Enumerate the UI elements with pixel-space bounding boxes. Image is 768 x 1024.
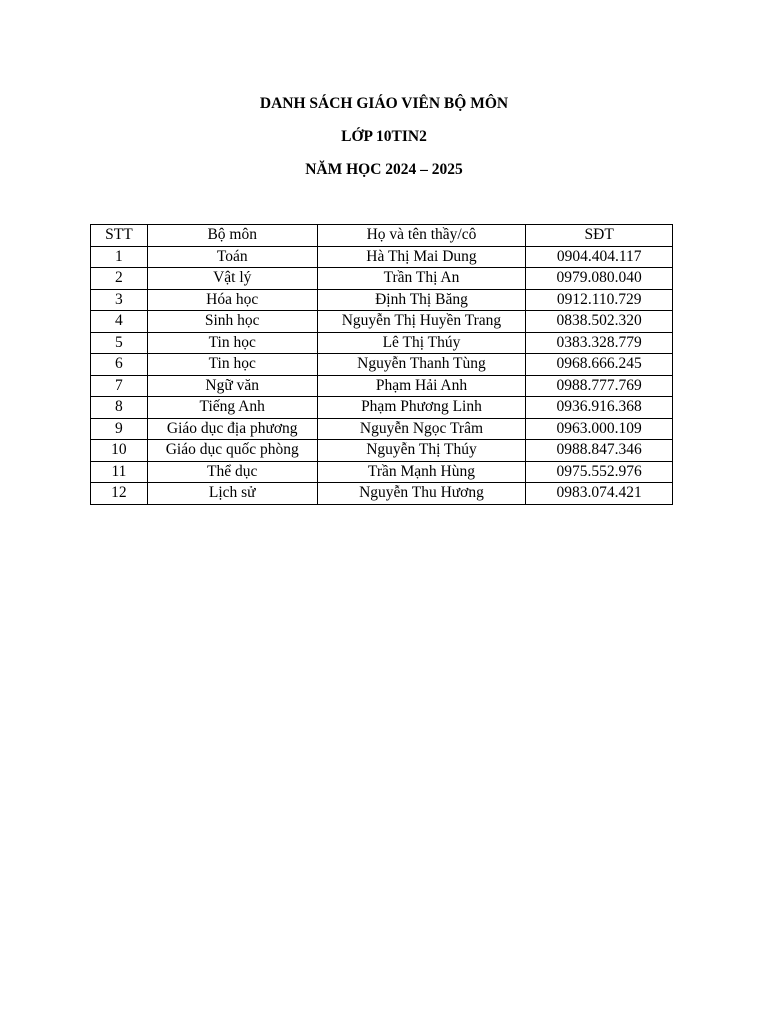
- subject-cell: Vật lý: [147, 268, 317, 290]
- table-body: [91, 246, 673, 504]
- subject-cell: Ngữ văn: [147, 375, 317, 397]
- phone-cell: 0383.328.779: [526, 332, 673, 354]
- column-header-subject: Bộ môn: [147, 225, 317, 247]
- table-row: [91, 483, 673, 505]
- table-row: [91, 332, 673, 354]
- phone-cell: 0963.000.109: [526, 418, 673, 440]
- row-index-cell: 4: [91, 311, 148, 333]
- subject-cell: Hóa học: [147, 289, 317, 311]
- table-row: [91, 354, 673, 376]
- column-header-teacher-name: Họ và tên thầy/cô: [317, 225, 526, 247]
- row-index-cell: 3: [91, 289, 148, 311]
- subject-cell: Toán: [147, 246, 317, 268]
- teacher-name-cell: Trần Mạnh Hùng: [317, 461, 526, 483]
- phone-cell: 0904.404.117: [526, 246, 673, 268]
- row-index-cell: 12: [91, 483, 148, 505]
- subject-cell: Tin học: [147, 332, 317, 354]
- table-row: [91, 375, 673, 397]
- phone-cell: 0975.552.976: [526, 461, 673, 483]
- phone-cell: 0988.777.769: [526, 375, 673, 397]
- class-name-heading: LỚP 10TIN2: [341, 128, 427, 145]
- table-row: [91, 246, 673, 268]
- teacher-name-cell: Định Thị Băng: [317, 289, 526, 311]
- subject-cell: Tiếng Anh: [147, 397, 317, 419]
- row-index-cell: 8: [91, 397, 148, 419]
- teacher-table: [90, 224, 673, 505]
- row-index-cell: 11: [91, 461, 148, 483]
- table-row: [91, 289, 673, 311]
- teacher-name-cell: Nguyễn Thị Huyền Trang: [317, 311, 526, 333]
- table-header-row: [91, 225, 673, 247]
- column-header-index: STT: [91, 225, 148, 247]
- table-row: [91, 311, 673, 333]
- document-title: DANH SÁCH GIÁO VIÊN BỘ MÔN: [259, 95, 509, 112]
- phone-cell: 0912.110.729: [526, 289, 673, 311]
- phone-cell: 0983.074.421: [526, 483, 673, 505]
- row-index-cell: 9: [91, 418, 148, 440]
- phone-cell: 0979.080.040: [526, 268, 673, 290]
- row-index-cell: 6: [91, 354, 148, 376]
- school-year-heading: NĂM HỌC 2024 – 2025: [305, 161, 463, 178]
- subject-cell: Sinh học: [147, 311, 317, 333]
- subject-cell: Giáo dục quốc phòng: [147, 440, 317, 462]
- phone-cell: 0988.847.346: [526, 440, 673, 462]
- row-index-cell: 2: [91, 268, 148, 290]
- phone-cell: 0936.916.368: [526, 397, 673, 419]
- table-row: [91, 268, 673, 290]
- table-row: [91, 397, 673, 419]
- teacher-name-cell: Phạm Phương Linh: [317, 397, 526, 419]
- row-index-cell: 1: [91, 246, 148, 268]
- row-index-cell: 5: [91, 332, 148, 354]
- teacher-name-cell: Nguyễn Thu Hương: [317, 483, 526, 505]
- row-index-cell: 10: [91, 440, 148, 462]
- phone-cell: 0838.502.320: [526, 311, 673, 333]
- table-row: [91, 461, 673, 483]
- subject-cell: Thể dục: [147, 461, 317, 483]
- column-header-phone: SĐT: [526, 225, 673, 247]
- teacher-name-cell: Phạm Hải Anh: [317, 375, 526, 397]
- teacher-name-cell: Nguyễn Thanh Tùng: [317, 354, 526, 376]
- teacher-name-cell: Hà Thị Mai Dung: [317, 246, 526, 268]
- table-row: [91, 440, 673, 462]
- phone-cell: 0968.666.245: [526, 354, 673, 376]
- teacher-name-cell: Lê Thị Thúy: [317, 332, 526, 354]
- subject-cell: Giáo dục địa phương: [147, 418, 317, 440]
- subject-cell: Tin học: [147, 354, 317, 376]
- subject-cell: Lịch sử: [147, 483, 317, 505]
- table-row: [91, 418, 673, 440]
- teacher-name-cell: Nguyễn Ngọc Trâm: [317, 418, 526, 440]
- row-index-cell: 7: [91, 375, 148, 397]
- teacher-name-cell: Trần Thị An: [317, 268, 526, 290]
- teacher-name-cell: Nguyễn Thị Thúy: [317, 440, 526, 462]
